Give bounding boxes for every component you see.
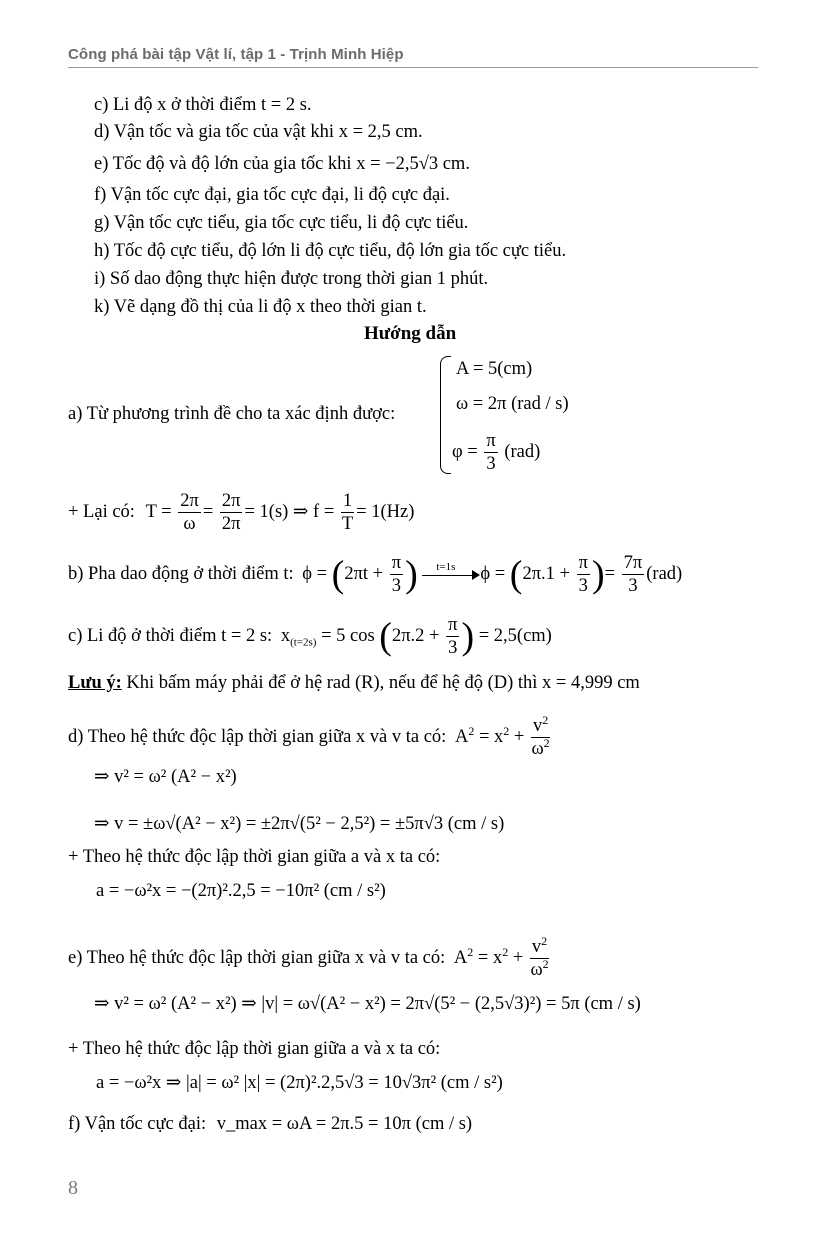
- answer-c-text: c) Li độ ở thời điểm t = 2 s:: [68, 625, 273, 646]
- question-k: k) Vẽ dạng đồ thị của li độ x theo thời gian t.: [94, 297, 427, 317]
- answer-c-sub: (t=2s): [290, 636, 317, 649]
- answer-d: d) Theo hệ thức độc lập thời gian giữa x và v ta có: $A^2 = x^2$ + $\frac{v^2}{\omega^2}$: [68, 712, 550, 759]
- system-line-phi: [452, 430, 540, 475]
- question-e: [94, 153, 470, 175]
- phi-right: (rad): [504, 441, 541, 462]
- question-h: h) Tốc độ cực tiểu, độ lớn li độ cực tiểu, độ lớn gia tốc cực tiểu.: [94, 241, 567, 261]
- frac-2pi-2pi: $\frac{2\pi}{2\pi}$: [221, 491, 241, 534]
- page-number: 8: [68, 1177, 78, 1199]
- answer-plus3-text: + Theo hệ thức độc lập thời gian giữa a và x ta có:: [68, 1039, 441, 1059]
- phi-den: 3: [486, 454, 496, 474]
- answer-f-math: v_max = ωA = 2π.5 = 10π (cm / s): [216, 1114, 473, 1134]
- note: [68, 672, 640, 694]
- answer-d-text: d) Theo hệ thức độc lập thời gian giữa x và v ta có:: [68, 726, 447, 747]
- system-line-amplitude: A = 5(cm): [456, 359, 533, 379]
- answer-plus1: + Lại có: T = $\frac{2\pi}{\omega}$ = $\frac{2\pi}{2\pi}$ = 1(s) ⇒ f = $\frac{1}{T}$ = 1(Hz): [68, 491, 415, 534]
- answer-e-text: e) Theo hệ thức độc lập thời gian giữa x và v ta có:: [68, 947, 446, 968]
- answer-e-step1: ⇒ v² = ω² (A² − x²) ⇒ |v| = ω√(A² − x²) = 2π√(5² − (2,5√3)²) = 5π (cm / s): [94, 994, 641, 1014]
- question-i: i) Số dao động thực hiện được trong thời gian 1 phút.: [94, 269, 489, 289]
- note-label: Lưu ý:: [68, 673, 122, 693]
- answer-c-result: = 2,5(cm): [478, 625, 552, 646]
- system-line-omega: ω = 2π (rad / s): [456, 394, 569, 414]
- question-g: g) Vận tốc cực tiểu, gia tốc cực tiểu, li độ cực tiểu.: [94, 213, 469, 233]
- phi-fraction: [484, 430, 497, 475]
- system-brace: [440, 356, 451, 474]
- answer-f-text: f) Vận tốc cực đại:: [68, 1114, 207, 1134]
- answer-b: b) Pha dao động ở thời điểm t: ϕ = (2πt + $\frac{\pi}{3}$ ) t=1s ϕ = (2π.1 + $\frac{\pi}{3}$ )= $\frac{7\pi}{3}$ (rad): [68, 553, 683, 596]
- answer-d-step1: ⇒ v² = ω² (A² − x²): [94, 767, 237, 787]
- section-title: Hướng dẫn: [364, 323, 457, 344]
- answer-plus3-math: a = −ω²x ⇒ |a| = ω² |x| = (2π)².2,5√3 = 10√3π² (cm / s²): [96, 1073, 503, 1093]
- question-e-text: e) Tốc độ và độ lớn của gia tốc khi: [94, 154, 352, 174]
- answer-c: c) Li độ ở thời điểm t = 2 s: $x_{(t=2s)} = 5$ cos (2π.2 + $\frac{\pi}{3}$ ) = 2,5(cm): [68, 615, 552, 658]
- question-f: f) Vận tốc cực đại, gia tốc cực đại, li độ cực đại.: [94, 185, 450, 205]
- phi-num: π: [486, 431, 496, 451]
- question-d: d) Vận tốc và gia tốc của vật khi x = 2,5 cm.: [94, 122, 423, 142]
- answer-d-step2: ⇒ v = ±ω√(A² − x²) = ±2π√(5² − 2,5²) = ±5π√3 (cm / s): [94, 814, 505, 834]
- frac-2pi-omega: $\frac{2\pi}{\omega}$: [180, 491, 199, 534]
- question-e-math: x = −2,5√3 cm.: [351, 154, 470, 174]
- note-text: Khi bấm máy phải để ở hệ rad (R), nếu để hệ độ (D) thì x = 4,999 cm: [121, 673, 640, 693]
- frac-1-T: $\frac{1}{T}$: [341, 491, 354, 534]
- answer-f: [68, 1113, 472, 1135]
- implies-arrow: t=1s: [422, 564, 480, 586]
- answer-e: e) Theo hệ thức độc lập thời gian giữa x và v ta có: $A^2 = x^2$ + $\frac{v^2}{\omega^2}$: [68, 933, 549, 980]
- running-header: Công phá bài tập Vật lí, tập 1 - Trịnh Minh Hiệp: [68, 46, 404, 63]
- question-c: c) Li độ x ở thời điểm t = 2 s.: [94, 95, 312, 115]
- answer-b-text: b) Pha dao động ở thời điểm t:: [68, 563, 294, 584]
- answer-plus2-math: a = −ω²x = −(2π)².2,5 = −10π² (cm / s²): [96, 881, 386, 901]
- header-rule: [68, 67, 758, 68]
- answer-plus1-text: + Lại có:: [68, 501, 135, 522]
- answer-b-unit: (rad): [646, 563, 683, 584]
- answer-a-text: a) Từ phương trình đề cho ta xác định được:: [68, 404, 396, 424]
- answer-plus2-text: + Theo hệ thức độc lập thời gian giữa a và x ta có:: [68, 847, 441, 867]
- phi-left: φ =: [452, 441, 478, 462]
